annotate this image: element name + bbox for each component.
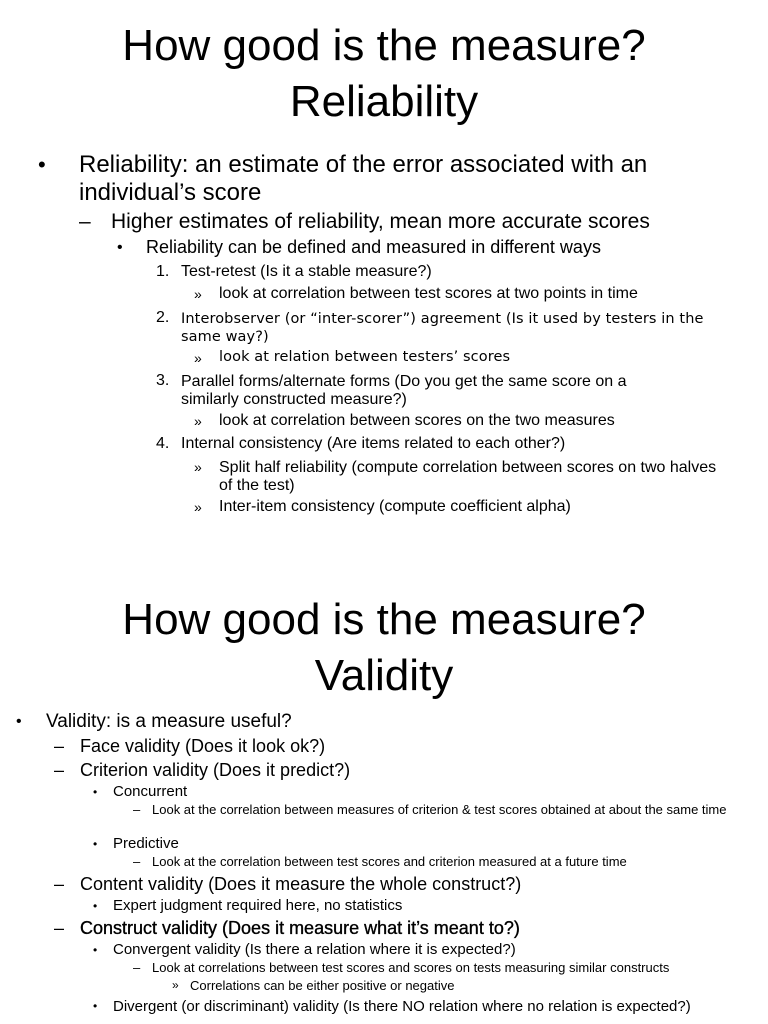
concurrent-detail: Look at the correlation between measures of criterion & test scores obtained at about the same time: [152, 802, 727, 817]
reliability-ways-note: Reliability can be defined and measured in different ways: [146, 237, 601, 257]
reliability-accuracy-note: Higher estimates of reliability, mean more accurate scores: [111, 210, 650, 233]
correlations-note: Correlations can be either positive or negative: [190, 978, 455, 993]
interobserver-item: Interobserver (or “inter-scorer”) agreement (Is it used by testers in the same way?): [181, 311, 704, 345]
bullet-marker: •: [93, 943, 98, 957]
dash-marker: –: [79, 210, 91, 233]
concurrent-label: Concurrent: [113, 783, 188, 800]
slide2-title-line2: Validity: [314, 651, 454, 700]
bullet-marker: •: [38, 152, 46, 177]
validity-definition: Validity: is a measure useful?: [46, 711, 292, 732]
predictive-detail: Look at the correlation between test scores and criterion measured at a future time: [152, 854, 627, 869]
sub-marker: »: [194, 499, 202, 515]
dash-marker: –: [133, 960, 141, 975]
bullet-marker: •: [93, 785, 98, 799]
bullet-marker: •: [16, 713, 22, 730]
item-number: 3.: [156, 372, 170, 389]
dash-marker: –: [54, 736, 65, 756]
predictive-label: Predictive: [113, 835, 179, 852]
criterion-validity: Criterion validity (Does it predict?): [80, 760, 351, 780]
dash-marker: –: [54, 760, 65, 780]
sub-marker: »: [172, 978, 179, 992]
bullet-marker: •: [93, 999, 98, 1013]
slide1-title-line1: How good is the measure?: [122, 21, 646, 70]
test-retest-item: Test-retest (Is it a stable measure?): [181, 263, 432, 280]
expert-judgment-note: Expert judgment required here, no statistics: [113, 897, 403, 914]
item-number: 4.: [156, 435, 170, 452]
sub-marker: »: [194, 413, 202, 429]
item-number: 1.: [156, 263, 170, 280]
sub-marker: »: [194, 459, 202, 475]
sub-marker: »: [194, 350, 202, 366]
inter-item-detail: Inter-item consistency (compute coefficient alpha): [219, 498, 571, 515]
parallel-forms-detail: look at correlation between scores on the two measures: [219, 412, 615, 429]
parallel-forms-item: Parallel forms/alternate forms (Do you get the same score on a similarly constructed measure?): [181, 373, 627, 408]
convergent-detail: Look at correlations between test scores and scores on tests measuring similar constructs: [152, 960, 670, 975]
face-validity: Face validity (Does it look ok?): [80, 736, 326, 756]
divergent-validity: Divergent (or discriminant) validity (Is there NO relation where no relation is expected?): [113, 998, 691, 1015]
item-number: 2.: [156, 309, 170, 326]
content-validity: Content validity (Does it measure the whole construct?): [80, 874, 522, 894]
test-retest-detail: look at correlation between test scores at two points in time: [219, 285, 638, 302]
bullet-marker: •: [93, 899, 98, 913]
split-half-detail: Split half reliability (compute correlation between scores on two halves of the test): [219, 459, 717, 494]
slide2-title-line1: How good is the measure?: [122, 595, 646, 644]
dash-marker: –: [54, 918, 65, 938]
bullet-marker: •: [93, 837, 98, 851]
slide1-title-line2: Reliability: [289, 77, 479, 126]
convergent-validity: Convergent validity (Is there a relation where it is expected?): [113, 941, 516, 958]
reliability-definition: Reliability: an estimate of the error associated with an individual’s score: [79, 151, 648, 206]
bullet-marker: •: [117, 239, 123, 256]
dash-marker: –: [133, 854, 141, 869]
dash-marker: –: [133, 802, 141, 817]
interobserver-detail: look at relation between testers’ scores: [219, 349, 511, 365]
construct-validity: Construct validity (Does it measure what it’s meant to?): [80, 918, 520, 938]
internal-consistency-item: Internal consistency (Are items related to each other?): [181, 435, 566, 452]
sub-marker: »: [194, 286, 202, 302]
dash-marker: –: [54, 874, 65, 894]
